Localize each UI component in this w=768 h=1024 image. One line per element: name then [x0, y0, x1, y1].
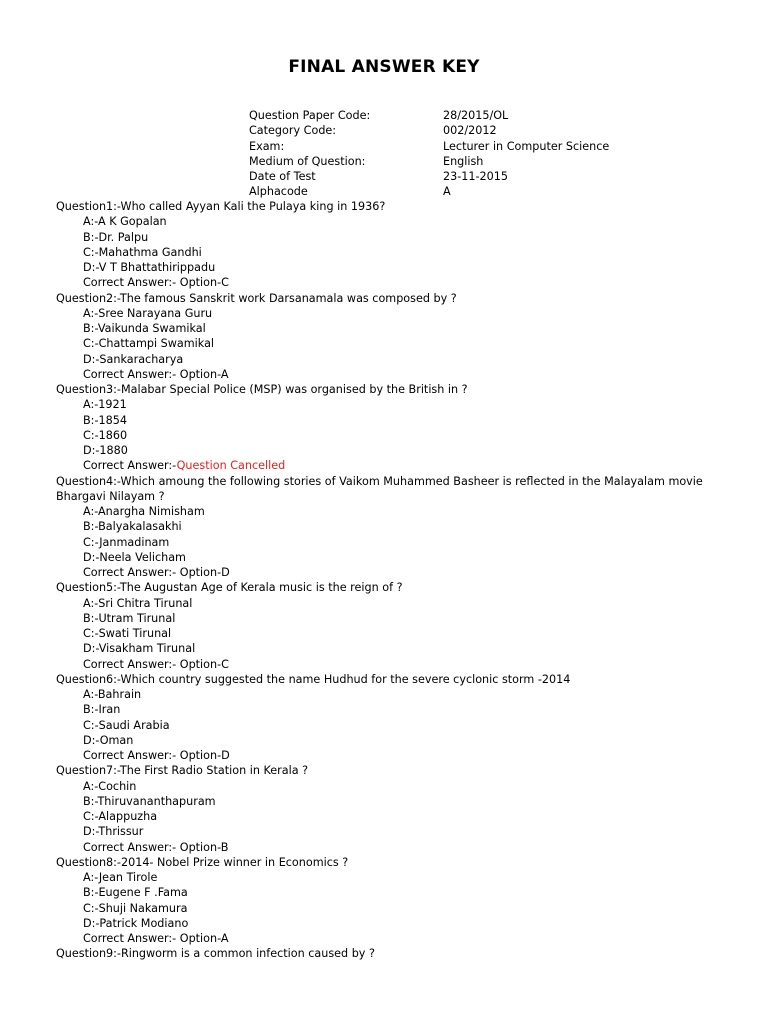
answer-option: D:-V T Bhattathirippadu	[83, 261, 216, 274]
meta-label: Date of Test	[249, 170, 316, 184]
question-block	[56, 946, 716, 961]
answer-option: B:-Utram Tirunal	[83, 611, 176, 625]
correct-answer	[56, 367, 716, 382]
answer-option: B:-Vaikunda Swamikal	[83, 322, 206, 335]
meta-label: Alphacode	[249, 185, 308, 199]
answer-option: B:-Balyakalasakhi	[83, 520, 182, 534]
answer-option: B:-Dr. Palpu	[83, 230, 149, 244]
answer-option: C:-1860	[83, 428, 128, 442]
answer-option: B:-Thiruvananthapuram	[83, 794, 216, 808]
question-block	[56, 474, 716, 581]
question-block	[56, 382, 716, 474]
meta-value: Lecturer in Computer Science	[443, 139, 610, 153]
correct-answer-label: Correct Answer:-	[83, 276, 180, 290]
answer-option: A:-Sri Chitra Tirunal	[83, 596, 193, 610]
meta-value: English	[443, 154, 484, 168]
question-text: Question1:-Who called Ayyan Kali the Pulaya king in 1936?	[56, 200, 386, 213]
correct-answer-label: Correct Answer:-	[83, 749, 180, 762]
answer-option: B:-Iran	[83, 703, 121, 717]
question-text: Question5:-The Augustan Age of Kerala music is the reign of ?	[56, 581, 403, 595]
answer-option: A:-Sree Narayana Guru	[83, 306, 213, 320]
answer-option: A:-Anargha Nimisham	[83, 505, 205, 518]
answer-option: A:-Cochin	[83, 779, 137, 793]
question-text: Question3:-Malabar Special Police (MSP) was organised by the British in ?	[56, 383, 468, 396]
question-text: Question6:-Which country suggested the name Hudhud for the severe cyclonic storm -2014	[56, 672, 571, 686]
correct-answer-value: Option-D	[179, 749, 230, 762]
correct-answer	[56, 275, 716, 290]
correct-answer	[56, 840, 716, 855]
cancelled-status: Question Cancelled	[176, 459, 286, 473]
exam-details	[249, 108, 609, 200]
meta-value: 002/2012	[443, 124, 497, 138]
correct-answer-value: Option-B	[179, 840, 229, 854]
correct-answer	[56, 931, 716, 946]
correct-answer	[56, 565, 716, 580]
meta-row-medium	[249, 154, 609, 169]
correct-answer-value: Option-C	[179, 276, 229, 290]
answer-option: D:-Patrick Modiano	[83, 916, 189, 930]
correct-answer-label: Correct Answer:-	[83, 932, 180, 945]
meta-row-paper-code	[249, 108, 609, 123]
correct-answer	[56, 458, 716, 473]
correct-answer-label: Correct Answer:-	[83, 657, 180, 671]
correct-answer-label: Correct Answer:-	[83, 459, 177, 473]
question-text: Question9:-Ringworm is a common infection caused by ?	[56, 947, 375, 961]
answer-option: C:-Mahathma Gandhi	[83, 245, 202, 259]
question-block	[56, 763, 716, 855]
correct-answer-value: Option-D	[179, 566, 230, 579]
answer-option: D:-1880	[83, 444, 128, 457]
answer-option: A:-A K Gopalan	[83, 215, 167, 229]
question-text: Question4:-Which amoung the following stories of Vaikom Muhammed Basheer is reflected in the Malayalam movie Bhargavi Nilayam ?	[56, 474, 703, 503]
answer-option: C:-Alappuzha	[83, 810, 158, 823]
answer-option: A:-Jean Tirole	[83, 871, 158, 884]
meta-row-category-code	[249, 123, 609, 138]
answer-option: D:-Oman	[83, 733, 134, 747]
answer-option: C:-Shuji Nakamura	[83, 901, 188, 915]
answer-option: D:-Sankaracharya	[83, 352, 184, 366]
correct-answer-value: Option-A	[179, 367, 229, 381]
correct-answer-value: Option-C	[179, 657, 229, 671]
answer-option: B:-1854	[83, 413, 127, 427]
question-block	[56, 580, 716, 672]
correct-answer-label: Correct Answer:-	[83, 566, 180, 579]
answer-option: C:-Chattampi Swamikal	[83, 337, 215, 351]
meta-value: A	[443, 185, 451, 199]
answer-option: C:-Swati Tirunal	[83, 627, 172, 640]
question-list	[56, 199, 716, 962]
question-block	[56, 855, 716, 947]
page-title: FINAL ANSWER KEY	[288, 57, 480, 77]
meta-row-date	[249, 169, 609, 184]
meta-label: Question Paper Code:	[249, 109, 371, 122]
question-block	[56, 672, 716, 764]
meta-row-alphacode	[249, 184, 609, 199]
answer-option: D:-Visakham Tirunal	[83, 642, 196, 656]
question-text: Question8:-2014- Nobel Prize winner in Economics ?	[56, 855, 349, 869]
meta-row-exam	[249, 139, 609, 154]
correct-answer	[56, 657, 716, 672]
question-block	[56, 291, 716, 383]
correct-answer	[56, 748, 716, 763]
correct-answer-label: Correct Answer:-	[83, 840, 180, 854]
question-text: Question2:-The famous Sanskrit work Darsanamala was composed by ?	[56, 291, 457, 305]
correct-answer-label: Correct Answer:-	[83, 367, 180, 381]
meta-label: Medium of Question:	[249, 154, 366, 168]
meta-label: Exam:	[249, 139, 285, 153]
answer-option: B:-Eugene F .Fama	[83, 886, 188, 900]
answer-option: C:-Saudi Arabia	[83, 718, 170, 732]
answer-option: D:-Neela Velicham	[83, 550, 186, 564]
meta-value: 28/2015/OL	[443, 109, 509, 122]
meta-label: Category Code:	[249, 124, 337, 138]
answer-option: D:-Thrissur	[83, 825, 144, 839]
answer-option: A:-Bahrain	[83, 688, 142, 701]
answer-option: C:-Janmadinam	[83, 535, 170, 549]
question-block	[56, 199, 716, 291]
meta-value: 23-11-2015	[443, 170, 509, 184]
answer-option: A:-1921	[83, 398, 127, 412]
question-text: Question7:-The First Radio Station in Kerala ?	[56, 764, 309, 778]
correct-answer-value: Option-A	[179, 932, 229, 945]
